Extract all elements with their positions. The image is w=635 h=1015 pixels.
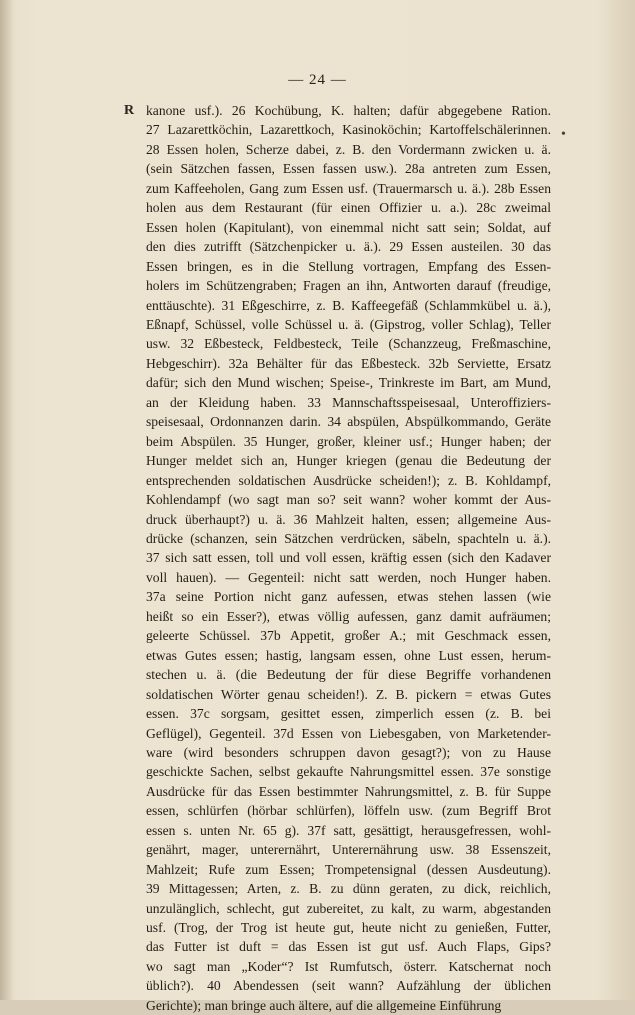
text-line: kanone usf.). 26 Kochübung, K. halten; dafür abgegebene Ration.: [146, 103, 551, 118]
text-line: druck überhaupt?) u. ä. 36 Mahlzeit halten, essen; allgemeine Aus-: [146, 511, 551, 527]
margin-dot: •: [561, 127, 566, 142]
text-line: Hebgeschirr). 32a Behälter für das Eßbesteck. 32b Serviette, Ersatz: [146, 355, 551, 371]
text-line: heißt so ein Esser?), etwas völlig aufessen, ganz damit aufräumen;: [146, 608, 551, 624]
margin-mark: R: [124, 103, 135, 118]
text-line: 37 sich satt essen, toll und voll essen, kräftig essen (sich den Kadaver: [146, 550, 551, 566]
text-line: essen. 37c sorgsam, gesittet essen, zimperlich essen (z. B. bei: [146, 706, 551, 722]
text-line: üblich?). 40 Abendessen (seit wann? Aufzählung der üblichen: [146, 978, 551, 994]
text-line: holen aus dem Restaurant (für einen Offizier u. a.). 28c zweimal: [146, 200, 551, 216]
text-line: essen s. unten Nr. 65 g). 37f satt, gesättigt, herausgefressen, wohl-: [146, 822, 551, 838]
page-number: — 24 —: [288, 72, 347, 88]
text-line: Ausdrücke für das Essen bestimmter Nahrungsmittel, z. B. für Suppe: [146, 783, 551, 799]
text-line: 28 Essen holen, Scherze dabei, z. B. den Vordermann zwicken u. ä.: [146, 141, 551, 157]
text-line: holers im Schützengraben; Fragen an ihn, Antworten darauf (freudige,: [146, 278, 551, 294]
spine-shadow: [0, 0, 14, 1000]
text-line: entsprechenden soldatischen Ausdrücke scheiden!); z. B. Kohldampf,: [146, 472, 551, 488]
text-line: usw. 32 Eßbesteck, Feldbesteck, Teile (Schanzzeug, Freßmaschine,: [146, 336, 551, 352]
text-line: Gerichte); man bringe auch ältere, auf die allgemeine Einführung: [146, 997, 502, 1013]
text-line: Eßnapf, Schüssel, volle Schüssel u. ä. (Gipstrog, voller Schlag), Teller: [146, 316, 551, 332]
text-line: geschickte Sachen, selbst gekaufte Nahrungsmittel essen. 37e sonstige: [146, 764, 551, 780]
text-line: Kohlendampf (wo sagt man so? seit wann? woher kommt der Aus-: [146, 492, 551, 508]
text-line: Geflügel), Gegenteil. 37d Essen von Liebesgaben, von Marketender-: [146, 725, 551, 741]
text-line: genährt, mager, unterernährt, Unterernährung usw. 38 Essenszeit,: [146, 842, 551, 858]
text-line: voll hauen). — Gegenteil: nicht satt werden, noch Hunger haben.: [146, 569, 551, 585]
text-line: soldatischen Wörter genau scheiden!). Z. B. pickern = etwas Gutes: [146, 686, 551, 702]
text-line: ware (wird besonders schruppen davon gesagt?); von zu Hause: [146, 744, 551, 760]
text-line: Essen bringen, es in die Stellung vortragen, Empfang des Essen-: [146, 258, 551, 274]
text-line: stechen u. ä. (die Bedeutung der für diese Begriffe vorhandenen: [146, 667, 551, 683]
text-line: 37a seine Portion nicht ganz aufessen, etwas stehen lassen (wie: [146, 589, 551, 605]
text-line: Mahlzeit; Rufe zum Essen; Trompetensignal (dessen Ausdeutung).: [146, 861, 551, 877]
text-line: wo sagt man „Koder“? Ist Rumfutsch, österr. Katschernat noch: [146, 958, 551, 974]
text-line: usf. (Trog, der Trog ist heute gut, heute nicht zu genießen, Futter,: [146, 920, 551, 936]
text-line: zum Kaffeeholen, Gang zum Essen usf. (Trauermarsch u. ä.). 28b Essen: [146, 180, 551, 196]
text-line: enttäuschte). 31 Eßgeschirre, z. B. Kaffeegefäß (Schlammkübel u. ä.),: [146, 297, 551, 313]
text-line: geleerte Schüssel. 37b Appetit, großer A.; mit Geschmack essen,: [146, 628, 551, 644]
text-line: beim Abspülen. 35 Hunger, großer, kleiner usf.; Hunger haben; der: [146, 433, 551, 449]
text-line: dafür; sich den Mund wischen; Speise-, Trinkreste im Bart, am Mund,: [146, 375, 551, 391]
text-line: das Futter ist duft = das Essen ist gut usf. Auch Flaps, Gips?: [146, 939, 551, 955]
text-line: etwas Gutes essen; hastig, langsam essen, ohne Lust essen, herum-: [146, 647, 551, 663]
text-line: Hunger meldet sich an, Hunger kriegen (genau die Bedeutung der: [146, 453, 551, 469]
text-line: (sein Sätzchen fassen, Essen fassen usw.). 28a antreten zum Essen,: [146, 161, 551, 177]
text-line: an der Kleidung haben. 33 Mannschaftsspeisesaal, Unteroffiziers-: [146, 394, 551, 410]
text-line: speisesaal, Ordonnanzen darin. 34 abspülen, Abspülkommando, Geräte: [146, 414, 551, 430]
body-text: [146, 101, 551, 1015]
text-line: essen, schlürfen (hörbar schlürfen), löffeln usw. (zum Begriff Brot: [146, 803, 551, 819]
text-line: unzulänglich, schlecht, gut zubereitet, zu kalt, zu warm, abgestanden: [146, 900, 551, 916]
text-line: drücke (schanzen, sein Sätzchen verdrücken, säbeln, spachteln u. ä.).: [146, 530, 551, 546]
text-line: 27 Lazarettköchin, Lazarettkoch, Kasinoköchin; Kartoffelschälerinnen.: [146, 122, 551, 138]
text-line: Essen holen (Kapitulant), von einemmal nicht satt sein; Soldat, auf: [146, 219, 551, 235]
text-line: den dies zutrifft (Sätzchenpicker u. ä.). 29 Essen austeilen. 30 das: [146, 239, 551, 255]
text-line: 39 Mittagessen; Arten, z. B. zu dünn geraten, zu dick, reichlich,: [146, 881, 551, 897]
